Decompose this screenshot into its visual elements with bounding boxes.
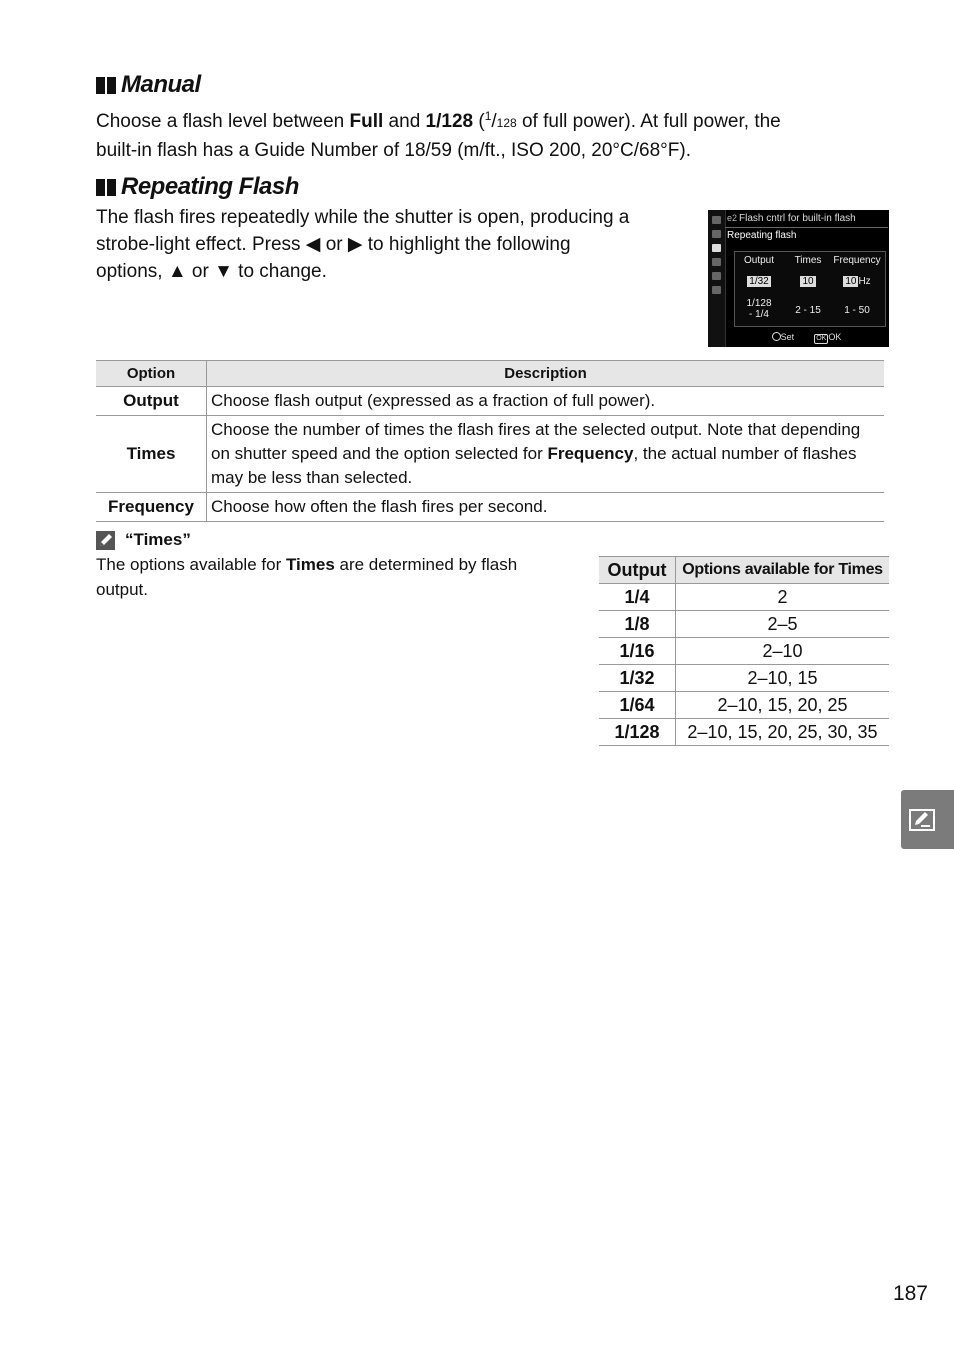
note-heading: “Times” bbox=[96, 530, 191, 550]
chapter-tab bbox=[901, 790, 954, 849]
note-pencil-icon bbox=[96, 531, 115, 550]
custom-settings-icon bbox=[909, 807, 935, 838]
output-value: 1/32 bbox=[749, 276, 769, 287]
page-number: 187 bbox=[892, 1282, 928, 1305]
table-row: Times Choose the number of times the flash fires at the selected output. Note that depending on shutter speed and the option selected for Frequency, the actual number of flashes may be less than selected. bbox=[96, 416, 884, 493]
menu-subtitle: Repeating flash bbox=[727, 230, 797, 241]
ok-button-icon: OK bbox=[816, 335, 827, 342]
table-row: 1/16 2–10 bbox=[599, 638, 889, 665]
times-options-table: Output Options available for Times 1/4 2 1/8 2–5 1/16 2–10 1/32 2–10, 15 1/64 2–10, 15, 20, 25 1/128 2–10, 15, 20, 25, 30, 35 bbox=[599, 556, 889, 746]
table-row: 1/4 2 bbox=[599, 584, 889, 611]
note-text: The options available for Times are determined by flash output. bbox=[96, 555, 518, 599]
menu-tab-strip bbox=[708, 210, 726, 347]
repeating-flash-heading-text: Repeating Flash bbox=[121, 173, 299, 200]
repeating-flash-heading bbox=[96, 173, 299, 201]
table-row: Output Choose flash output (expressed as a fraction of full power). bbox=[96, 387, 884, 416]
section-marker-icon bbox=[96, 179, 116, 196]
table-row: 1/8 2–5 bbox=[599, 611, 889, 638]
table-row: 1/128 2–10, 15, 20, 25, 30, 35 bbox=[599, 719, 889, 746]
multi-selector-icon bbox=[772, 332, 781, 341]
manual-paragraph: Choose a flash level between Full and 1/128 ($^1$/128 of full power). At full power, the built-in flash has a Guide Number of 18/59 (m/ft., ISO 200, 20°C/68°F). bbox=[96, 109, 781, 161]
manual-heading-text: Manual bbox=[121, 71, 201, 98]
times-value: 10 bbox=[802, 276, 814, 287]
section-marker-icon bbox=[96, 77, 116, 94]
table-row: Frequency Choose how often the flash fires per second. bbox=[96, 493, 884, 522]
table-row: 1/32 2–10, 15 bbox=[599, 665, 889, 692]
screen-footer: Set OK OK bbox=[725, 332, 888, 344]
options-table: Option Description Output Choose flash output (expressed as a fraction of full power). Times Choose the number of times the flash fires at the selected output. Note that depending on shutter speed and the option selected for Frequency, the actual number of flashes may be less than selected. Frequency Choose how often the flash fires per second. bbox=[96, 360, 884, 522]
manual-heading bbox=[96, 71, 201, 99]
table-row: 1/64 2–10, 15, 20, 25 bbox=[599, 692, 889, 719]
menu-title: e2 Flash cntrl for built-in flash bbox=[727, 213, 856, 224]
camera-menu-screenshot: e2 Flash cntrl for built-in flash Repeating flash Output Times Frequency 1/32 10 10 Hz 1/128 - 1/4 2 - 15 1 - 50 Set OK OK bbox=[708, 210, 889, 347]
repeating-flash-paragraph: The flash fires repeatedly while the shutter is open, producing a strobe-light effect. Press ◀ or ▶ to highlight the following options, ▲ or ▼ to change. bbox=[96, 207, 630, 282]
frequency-value: 10 Hz bbox=[845, 276, 871, 287]
